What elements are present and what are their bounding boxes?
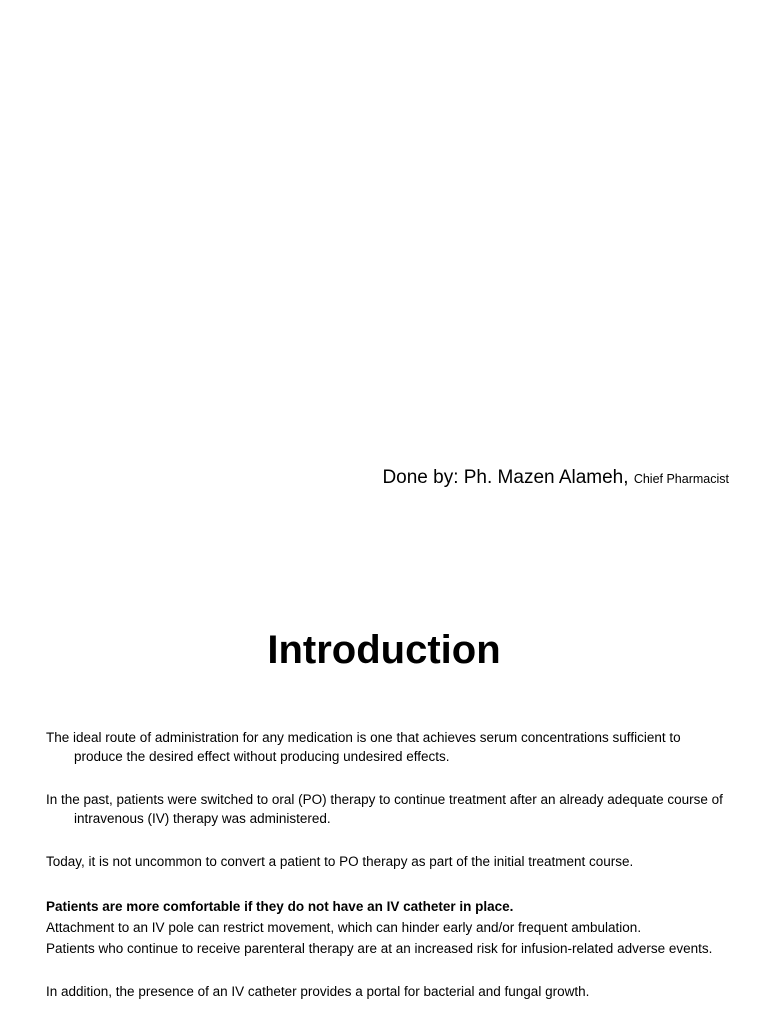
paragraph: Attachment to an IV pole can restrict movement, which can hinder early and/or frequent ambulation.	[46, 920, 642, 935]
author-credit	[382, 466, 729, 491]
paragraph-emphasis: Patients are more comfortable if they do not have an IV catheter in place.	[46, 899, 514, 914]
paragraph: In the past, patients were switched to oral (PO) therapy to continue treatment after an already adequate course of intravenous (IV) therapy was administered.	[46, 792, 723, 826]
paragraph: Today, it is not uncommon to convert a patient to PO therapy as part of the initial treatment course.	[46, 854, 634, 869]
section-heading: Introduction	[267, 628, 501, 672]
author-role: Chief Pharmacist	[633, 472, 729, 486]
body-text	[46, 728, 726, 1001]
author-name: Done by: Ph. Mazen Alameh,	[382, 467, 629, 488]
paragraph: In addition, the presence of an IV catheter provides a portal for bacterial and fungal growth.	[46, 984, 590, 999]
paragraph: Patients who continue to receive parenteral therapy are at an increased risk for infusion-related adverse events.	[46, 941, 713, 956]
paragraph: The ideal route of administration for any medication is one that achieves serum concentrations sufficient to produce the desired effect without producing undesired effects.	[46, 730, 681, 764]
